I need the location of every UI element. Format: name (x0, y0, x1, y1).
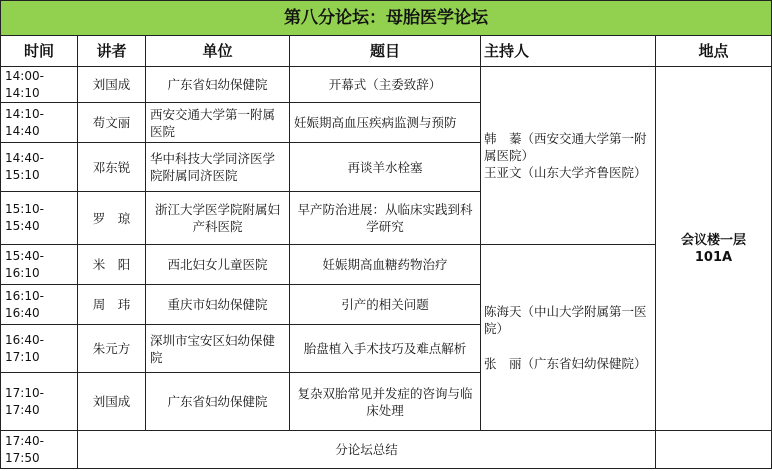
row-speaker: 刘国成 (78, 67, 146, 103)
row-topic: 复杂双胎常见并发症的咨询与临床处理 (290, 373, 481, 431)
header-time: 时间 (1, 36, 78, 67)
row-speaker: 苟文丽 (78, 103, 146, 143)
row-time: 16:10-16:40 (1, 285, 78, 325)
row-speaker: 朱元方 (78, 325, 146, 373)
row-speaker: 邓东锐 (78, 143, 146, 192)
row-time: 14:10-14:40 (1, 103, 78, 143)
summary-empty (656, 431, 772, 469)
host-group-1 (481, 67, 656, 245)
row-time: 16:40-17:10 (1, 325, 78, 373)
host-group-2 (481, 245, 656, 431)
host-name: 陈海天（中山大学附属第一医院） (484, 304, 647, 336)
row-topic: 早产防治进展：从临床实践到科学研究 (290, 192, 481, 245)
forum-title: 第八分论坛：母胎医学论坛 (1, 1, 772, 36)
venue-room: 101A (694, 249, 733, 265)
schedule-row (1, 67, 772, 103)
row-speaker: 刘国成 (78, 373, 146, 431)
header-row (1, 36, 772, 67)
row-time: 14:00-14:10 (1, 67, 78, 103)
header-unit: 单位 (146, 36, 290, 67)
row-speaker: 米 阳 (78, 245, 146, 285)
header-host: 主持人 (481, 36, 656, 67)
row-unit: 重庆市妇幼保健院 (146, 285, 290, 325)
host-name: 韩 蓁（西安交通大学第一附属医院） (484, 131, 647, 163)
row-topic: 妊娠期高血压疾病监测与预防 (290, 103, 481, 143)
row-unit: 广东省妇幼保健院 (146, 67, 290, 103)
row-speaker: 周 玮 (78, 285, 146, 325)
host-name: 王亚文（山东大学齐鲁医院） (484, 165, 647, 180)
row-time: 15:10-15:40 (1, 192, 78, 245)
venue-cell (656, 67, 772, 431)
row-time: 15:40-16:10 (1, 245, 78, 285)
row-time: 17:10-17:40 (1, 373, 78, 431)
row-unit: 西安交通大学第一附属医院 (146, 103, 290, 143)
row-unit: 深圳市宝安区妇幼保健院 (146, 325, 290, 373)
summary-row (1, 431, 772, 469)
row-topic: 引产的相关问题 (290, 285, 481, 325)
row-topic: 妊娠期高血糖药物治疗 (290, 245, 481, 285)
row-topic: 开幕式（主委致辞） (290, 67, 481, 103)
row-topic: 再谈羊水栓塞 (290, 143, 481, 192)
summary-time: 17:40-17:50 (1, 431, 78, 469)
row-speaker: 罗 琼 (78, 192, 146, 245)
row-time: 14:40-15:10 (1, 143, 78, 192)
header-topic: 题目 (290, 36, 481, 67)
row-unit: 广东省妇幼保健院 (146, 373, 290, 431)
row-topic: 胎盘植入手术技巧及难点解析 (290, 325, 481, 373)
header-venue: 地点 (656, 36, 772, 67)
row-unit: 华中科技大学同济医学院附属同济医院 (146, 143, 290, 192)
row-unit: 浙江大学医学院附属妇产科医院 (146, 192, 290, 245)
summary-label: 分论坛总结 (78, 431, 656, 469)
host-name: 张 丽（广东省妇幼保健院） (484, 356, 647, 371)
header-speaker: 讲者 (78, 36, 146, 67)
venue-building: 会议楼一层 (680, 232, 746, 248)
row-unit: 西北妇女儿童医院 (146, 245, 290, 285)
